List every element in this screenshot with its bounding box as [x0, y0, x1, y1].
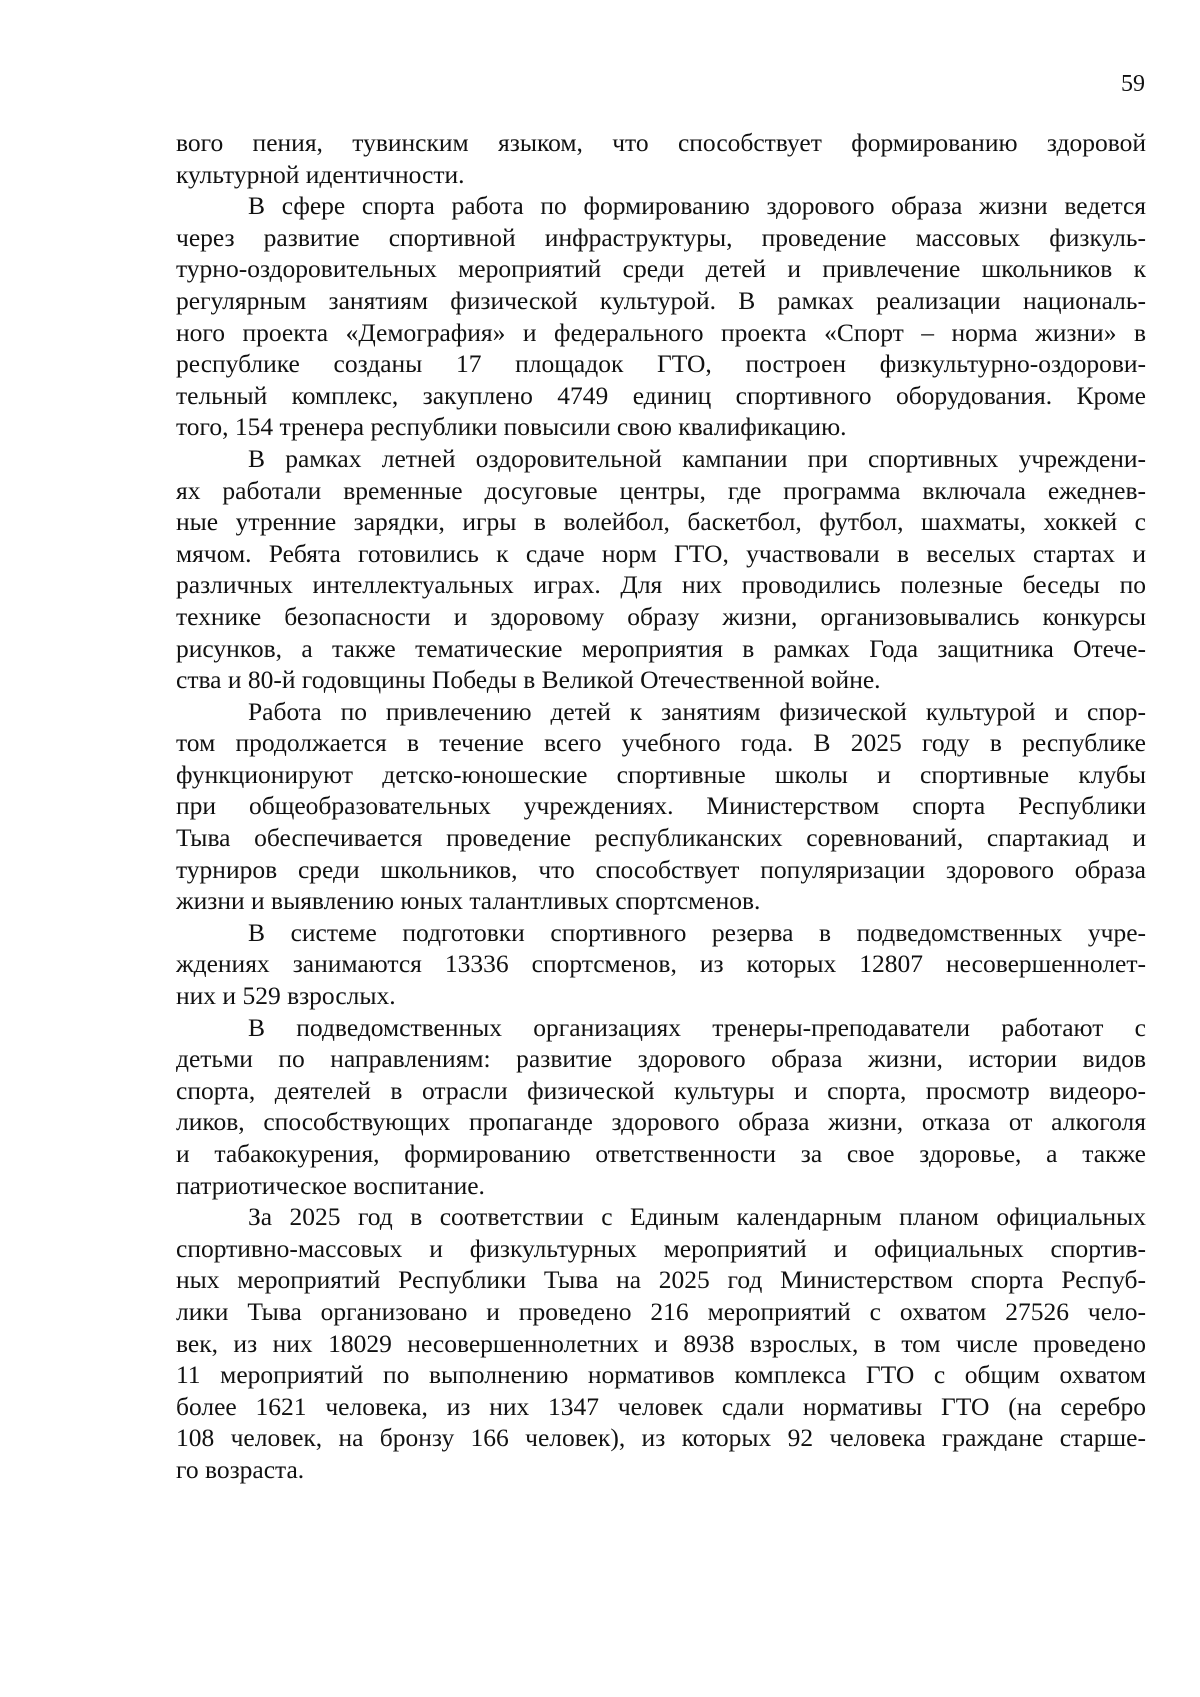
text-line: ных мероприятий Республики Тыва на 2025 год Министерством спорта Респуб- [176, 1265, 1146, 1295]
text-line: тельный комплекс, закуплено 4749 единиц спортивного оборудования. Кроме [176, 380, 1146, 410]
document-body [176, 127, 1146, 1486]
text-line: спорта, деятелей в отрасли физической культуры и спорта, просмотр видеоро- [176, 1075, 1146, 1105]
text-line: 11 мероприятий по выполнению нормативов комплекса ГТО с общим охватом [176, 1360, 1146, 1390]
text-line: В системе подготовки спортивного резерва в подведомственных учре- [248, 917, 1146, 947]
text-line: более 1621 человека, из них 1347 человек сдали нормативы ГТО (на серебро [176, 1391, 1146, 1421]
text-line: технике безопасности и здоровому образу жизни, организовывались конкурсы [176, 601, 1146, 631]
text-line: В рамках летней оздоровительной кампании при спортивных учреждени- [248, 443, 1146, 473]
text-line: лики Тыва организовано и проведено 216 мероприятий с охватом 27526 чело- [176, 1296, 1146, 1326]
text-line: республике созданы 17 площадок ГТО, построен физкультурно-оздорови- [176, 349, 1146, 379]
text-line: ства и 80-й годовщины Победы в Великой Отечественной войне. [176, 665, 881, 695]
text-line: них и 529 взрослых. [176, 981, 396, 1011]
text-line: 108 человек, на бронзу 166 человек), из которых 92 человека граждане старше- [176, 1423, 1146, 1453]
text-line: В подведомственных организациях тренеры-преподаватели работают с [248, 1012, 1146, 1042]
text-line: регулярным занятиям физической культурой. В рамках реализации националь- [176, 285, 1146, 315]
text-line: различных интеллектуальных играх. Для них проводились полезные беседы по [176, 570, 1146, 600]
text-line: спортивно-массовых и физкультурных мероприятий и официальных спортив- [176, 1233, 1146, 1263]
text-line: За 2025 год в соответствии с Единым календарным планом официальных [248, 1202, 1146, 1232]
text-line: мячом. Ребята готовились к сдаче норм ГТО, участвовали в веселых стартах и [176, 538, 1146, 568]
text-line: функционируют детско-юношеские спортивные школы и спортивные клубы [176, 759, 1146, 789]
text-line: Работа по привлечению детей к занятиям физической культурой и спор- [248, 696, 1146, 726]
text-line: век, из них 18029 несовершеннолетних и 8938 взрослых, в том числе проведено [176, 1328, 1146, 1358]
text-line: того, 154 тренера республики повысили свою квалификацию. [176, 412, 847, 442]
text-line: ях работали временные досуговые центры, где программа включала ежеднев- [176, 475, 1146, 505]
text-line: ликов, способствующих пропаганде здорового образа жизни, отказа от алкоголя [176, 1107, 1146, 1137]
text-line: турниров среди школьников, что способствует популяризации здорового образа [176, 854, 1146, 884]
text-line: через развитие спортивной инфраструктуры, проведение массовых физкуль- [176, 222, 1146, 252]
text-line: рисунков, а также тематические мероприятия в рамках Года защитника Отече- [176, 633, 1146, 663]
page-number: 59 [1121, 71, 1145, 97]
text-line: Тыва обеспечивается проведение республиканских соревнований, спартакиад и [176, 823, 1146, 853]
text-line: ного проекта «Демография» и федерального проекта «Спорт – норма жизни» в [176, 317, 1146, 347]
text-line: и табакокурения, формированию ответственности за свое здоровье, а также [176, 1139, 1146, 1168]
text-line: го возраста. [176, 1454, 305, 1484]
text-line: патриотическое воспитание. [176, 1170, 485, 1200]
text-line: жизни и выявлению юных талантливых спортсменов. [176, 886, 761, 916]
text-line: турно-оздоровительных мероприятий среди детей и привлечение школьников к [176, 254, 1146, 284]
text-line: В сфере спорта работа по формированию здорового образа жизни ведется [248, 191, 1146, 221]
text-line: том продолжается в течение всего учебного года. В 2025 году в республике [176, 728, 1146, 758]
text-line: ные утренние зарядки, игры в волейбол, баскетбол, футбол, шахматы, хоккей с [176, 507, 1146, 537]
text-line: при общеобразовательных учреждениях. Министерством спорта Республики [176, 791, 1146, 821]
text-line: культурной идентичности. [176, 159, 465, 189]
text-line: вого пения, тувинским языком, что способствует формированию здоровой [176, 128, 1146, 157]
text-line: детьми по направлениям: развитие здорового образа жизни, истории видов [176, 1044, 1146, 1074]
text-line: ждениях занимаются 13336 спортсменов, из которых 12807 несовершеннолет- [176, 949, 1146, 979]
